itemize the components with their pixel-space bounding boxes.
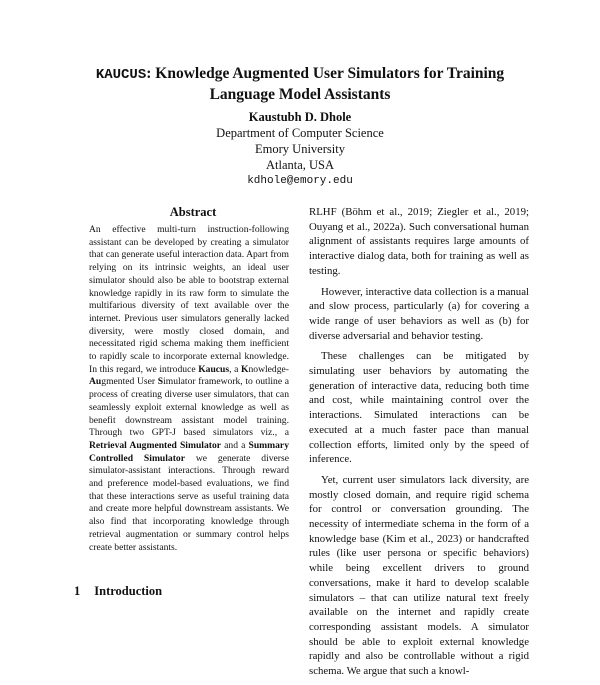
abstract-body <box>89 224 289 554</box>
paper-title <box>70 64 530 105</box>
paragraph-3: These challenges can be mitigated by simulating user behaviors by automating the generation of interactive data, reducing both time and cost, while maintaining control over the interactions. Simulated interactions can be executed at a much faster pace than manual collection efforts, limited only by the speed of inference. <box>309 350 529 466</box>
abstract-bold-s: S <box>157 376 164 388</box>
title-text: : Knowledge Augmented User Simulators for Training Language Model Assistants <box>146 65 505 103</box>
abstract-text-1: An effective multi-turn instruction-following assistant can be developed by creating a simulator that can generate useful interaction data. Apart from relying on its intrinsic weights, an ideal user simulator should also be able to bootstrap external knowledge rapidly in its raw form to simulate the multifarious diversity of text available over the internet. Previous user simulators generally lacked diversity, were mostly closed domain, and necessitated rigid schema making them inefficient to rapidly scale to incorporate external knowledge. In this regard, we introduce <box>89 224 289 375</box>
abstract-bold-kaucus: Kaucus <box>198 363 230 375</box>
abstract-heading: Abstract <box>169 205 217 219</box>
abstract-bold-summary: Summary Controlled Simulator <box>89 439 289 464</box>
abstract-text-2: , a <box>229 363 242 375</box>
abstract-bold-au: Au <box>89 376 102 388</box>
paragraph-1: RLHF (Böhm et al., 2019; Ziegler et al., 2019; Ouyang et al., 2022a). Such conversational human alignment of assistants requires large amounts of interactive dialog data, both for training as well as testing. <box>309 206 529 277</box>
section-number: 1 <box>74 584 81 598</box>
abstract-text-6: and a <box>221 439 249 451</box>
author-block <box>150 109 450 189</box>
abstract-text-3: nowledge- <box>248 363 289 375</box>
abstract-bold-k: K <box>241 363 249 375</box>
abstract-text-4: gmented User <box>101 376 158 388</box>
author-university: Emory University <box>255 142 345 156</box>
abstract-bold-retrieval: Retrieval Augmented Simulator <box>89 439 222 451</box>
right-column <box>309 205 529 685</box>
abstract-text-5: imulator framework, to outline a process of creating diverse user simulators, that can seamlessly exploit external knowledge as well as benefit downstream assistant model training. Through two GPT-J based simulators viz., a <box>89 376 290 439</box>
author-location: Atlanta, USA <box>265 158 335 172</box>
paragraph-2: However, interactive data collection is a manual and slow process, particularly (a) for covering a wide range of user behaviors as well as (b) for diverse adversarial and behavior testing. <box>309 285 529 342</box>
section-heading-introduction <box>74 584 162 599</box>
author-email: kdhole@emory.edu <box>247 175 353 187</box>
paragraph-4: Yet, current user simulators lack diversity, are mostly closed domain, and require rigid schema for control or conversation grounding. The necessity of intermediate schema in the form of a knowledge base (Kim et al., 2023) or handcrafted rules (like user persona or specific behaviors) while being excellent drivers to ground conversations, make it hard to develop scalable simulators – that can utilize natural text freely available on the internet and rapidly create corresponding assistant models. A simulator should be able to exploit external knowledge rapidly and also be controllable without a rigid schema. We argue that such a knowl- <box>309 473 529 678</box>
author-department: Department of Computer Science <box>216 126 384 140</box>
abstract-text-7: we generate diverse simulator-assistant interactions. Through reward and preference model-based evaluations, we find that these interactions serve as useful training data and create more helpful downstream assistants. We also find that incorporating knowledge through retrieval augmentation or summary control helps create better assistants. <box>89 452 289 553</box>
title-system-name: KAUCUS <box>95 67 147 83</box>
author-name: Kaustubh D. Dhole <box>248 110 352 124</box>
section-title: Introduction <box>94 584 163 598</box>
